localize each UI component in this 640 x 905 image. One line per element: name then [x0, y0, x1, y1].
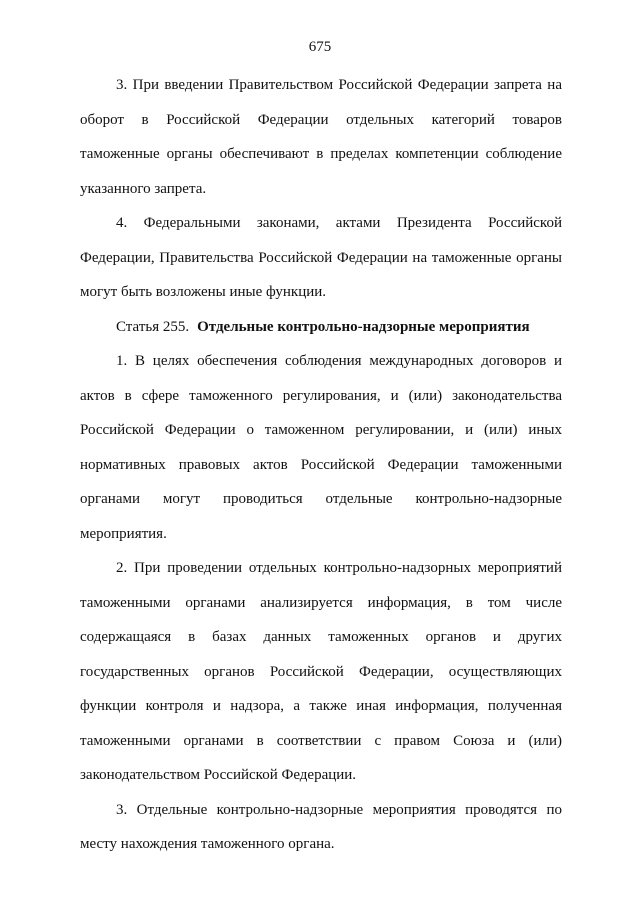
- article-title: Отдельные контрольно-надзорные мероприятия: [197, 318, 530, 335]
- article-label: Статья 255.: [116, 318, 190, 335]
- article-paragraph-1: 1. В целях обеспечения соблюдения международных договоров и актов в сфере таможенного регулирования, и (или) законодательства Российской Федерации о таможенном регулировании, и (или) иных нормативных правовых актов Российской Федерации таможенными органами могут проводиться отдельные контрольно-надзорные мероприятия.: [80, 353, 562, 542]
- paragraph-4: 4. Федеральными законами, актами Президента Российской Федерации, Правительства Российской Федерации на таможенные органы могут быть возложены иные функции.: [80, 215, 562, 300]
- article-heading: [80, 310, 562, 345]
- article-paragraph-3: 3. Отдельные контрольно-надзорные мероприятия проводятся по месту нахождения таможенного органа.: [80, 801, 562, 852]
- paragraph-3: 3. При введении Правительством Российской Федерации запрета на оборот в Российской Федерации отдельных категорий товаров таможенные органы обеспечивают в пределах компетенции соблюдение указанного запрета.: [80, 77, 562, 197]
- article-paragraph-2: 2. При проведении отдельных контрольно-надзорных мероприятий таможенными органами анализируется информация, в том числе содержащаяся в базах данных таможенных органов и других государственных органов Российской Федерации, осуществляющих функции контроля и надзора, а также иная информация, полученная таможенными органами в соответствии с правом Союза и (или) законодательством Российской Федерации.: [80, 560, 562, 783]
- page-number: 675: [308, 39, 332, 55]
- document-body: [80, 68, 562, 862]
